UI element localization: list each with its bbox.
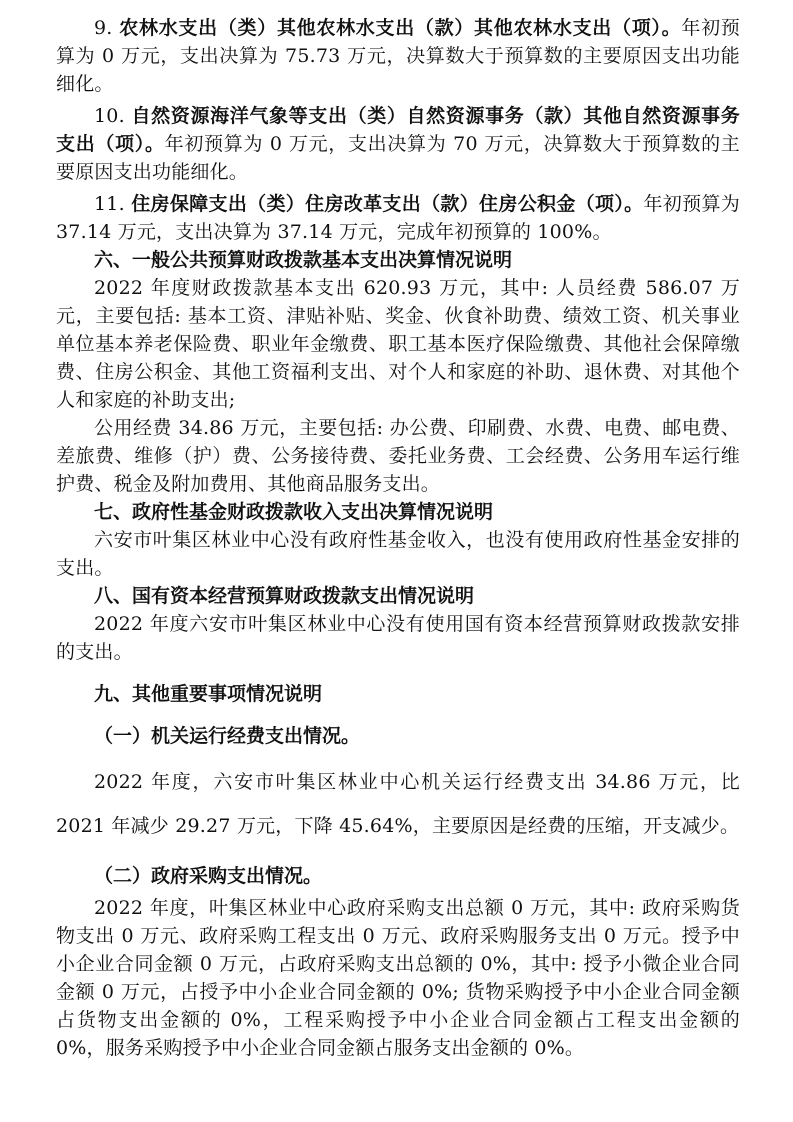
section-6-title: 六、一般公共预算财政拨款基本支出决算情况说明 xyxy=(94,249,513,271)
section-7-paragraph-1: 六安市叶集区林业中心没有政府性基金收入，也没有使用政府性基金安排的支出。 xyxy=(56,529,740,579)
item-heading: 住房保障支出（类）住房改革支出（款）住房公积金（项）。 xyxy=(131,193,644,215)
item-number: 11. xyxy=(94,193,125,215)
item-9 xyxy=(56,14,740,98)
item-heading: 农林水支出（类）其他农林水支出（款）其他农林水支出（项）。 xyxy=(119,17,682,39)
item-number: 10. xyxy=(94,105,125,127)
subsection-9-1-title: （一）机关运行经费支出情况。 xyxy=(94,725,361,747)
subsection-9-2-paragraph: 2022 年度，叶集区林业中心政府采购支出总额 0 万元，其中: 政府采购货物支出 0 万元、政府采购工程支出 0 万元、政府采购服务支出 0 万元。授予中小企业合同金额 0 万元，占政府采购支出总额的 0%，其中: 授予小微企业合同金额 0 万元，占授予中小企业合同金额的 0%; 货物采购授予中小企业合同金额占货物支出金额的 0%，工程采购授予中小企业合同金额占工程支出金额的 0%，服务采购授予中小企业合同金额占服务支出金额的 0%。 xyxy=(56,897,740,1059)
item-10 xyxy=(56,102,740,186)
section-7-title: 七、政府性基金财政拨款收入支出决算情况说明 xyxy=(94,501,494,523)
section-6-paragraph-2: 公用经费 34.86 万元，主要包括: 办公费、印刷费、水费、电费、邮电费、差旅费、维修（护）费、公务接待费、委托业务费、工会经费、公务用车运行维护费、税金及附加费用、其他商品服务支出。 xyxy=(56,417,740,495)
section-8-title: 八、国有资本经营预算财政拨款支出情况说明 xyxy=(94,585,475,607)
item-body: 年初预算为 37.14 万元，支出决算为 37.14 万元，完成年初预算的 100%。 xyxy=(56,193,740,243)
section-9-title: 九、其他重要事项情况说明 xyxy=(94,683,323,705)
item-11 xyxy=(56,190,740,246)
subsection-9-1-paragraph: 2022 年度，六安市叶集区林业中心机关运行经费支出 34.86 万元，比 2021 年减少 29.27 万元，下降 45.64%，主要原因是经费的压缩，开支减少。 xyxy=(56,771,740,837)
item-heading: 自然资源海洋气象等支出（类）自然资源事务（款）其他自然资源事务支出（项）。 xyxy=(56,105,740,155)
item-body: 年初预算为 0 万元，支出决算为 75.73 万元，决算数大于预算数的主要原因支出功能细化。 xyxy=(56,17,740,95)
section-8-paragraph-1: 2022 年度六安市叶集区林业中心没有使用国有资本经营预算财政拨款安排的支出。 xyxy=(56,613,740,663)
subsection-9-2-title: （二）政府采购支出情况。 xyxy=(94,865,323,887)
section-6-paragraph-1: 2022 年度财政拨款基本支出 620.93 万元，其中: 人员经费 586.07 万元，主要包括: 基本工资、津贴补贴、奖金、伙食补助费、绩效工资、机关事业单位基本养老保险费、职业年金缴费、职工基本医疗保险缴费、其他社会保障缴费、住房公积金、其他工资福利支出、对个人和家庭的补助、退休费、对其他个人和家庭的补助支出; xyxy=(56,277,740,411)
item-number: 9. xyxy=(94,17,113,39)
item-body: 年初预算为 0 万元，支出决算为 70 万元，决算数大于预算数的主要原因支出功能细化。 xyxy=(56,133,741,183)
document-page xyxy=(56,14,740,1062)
